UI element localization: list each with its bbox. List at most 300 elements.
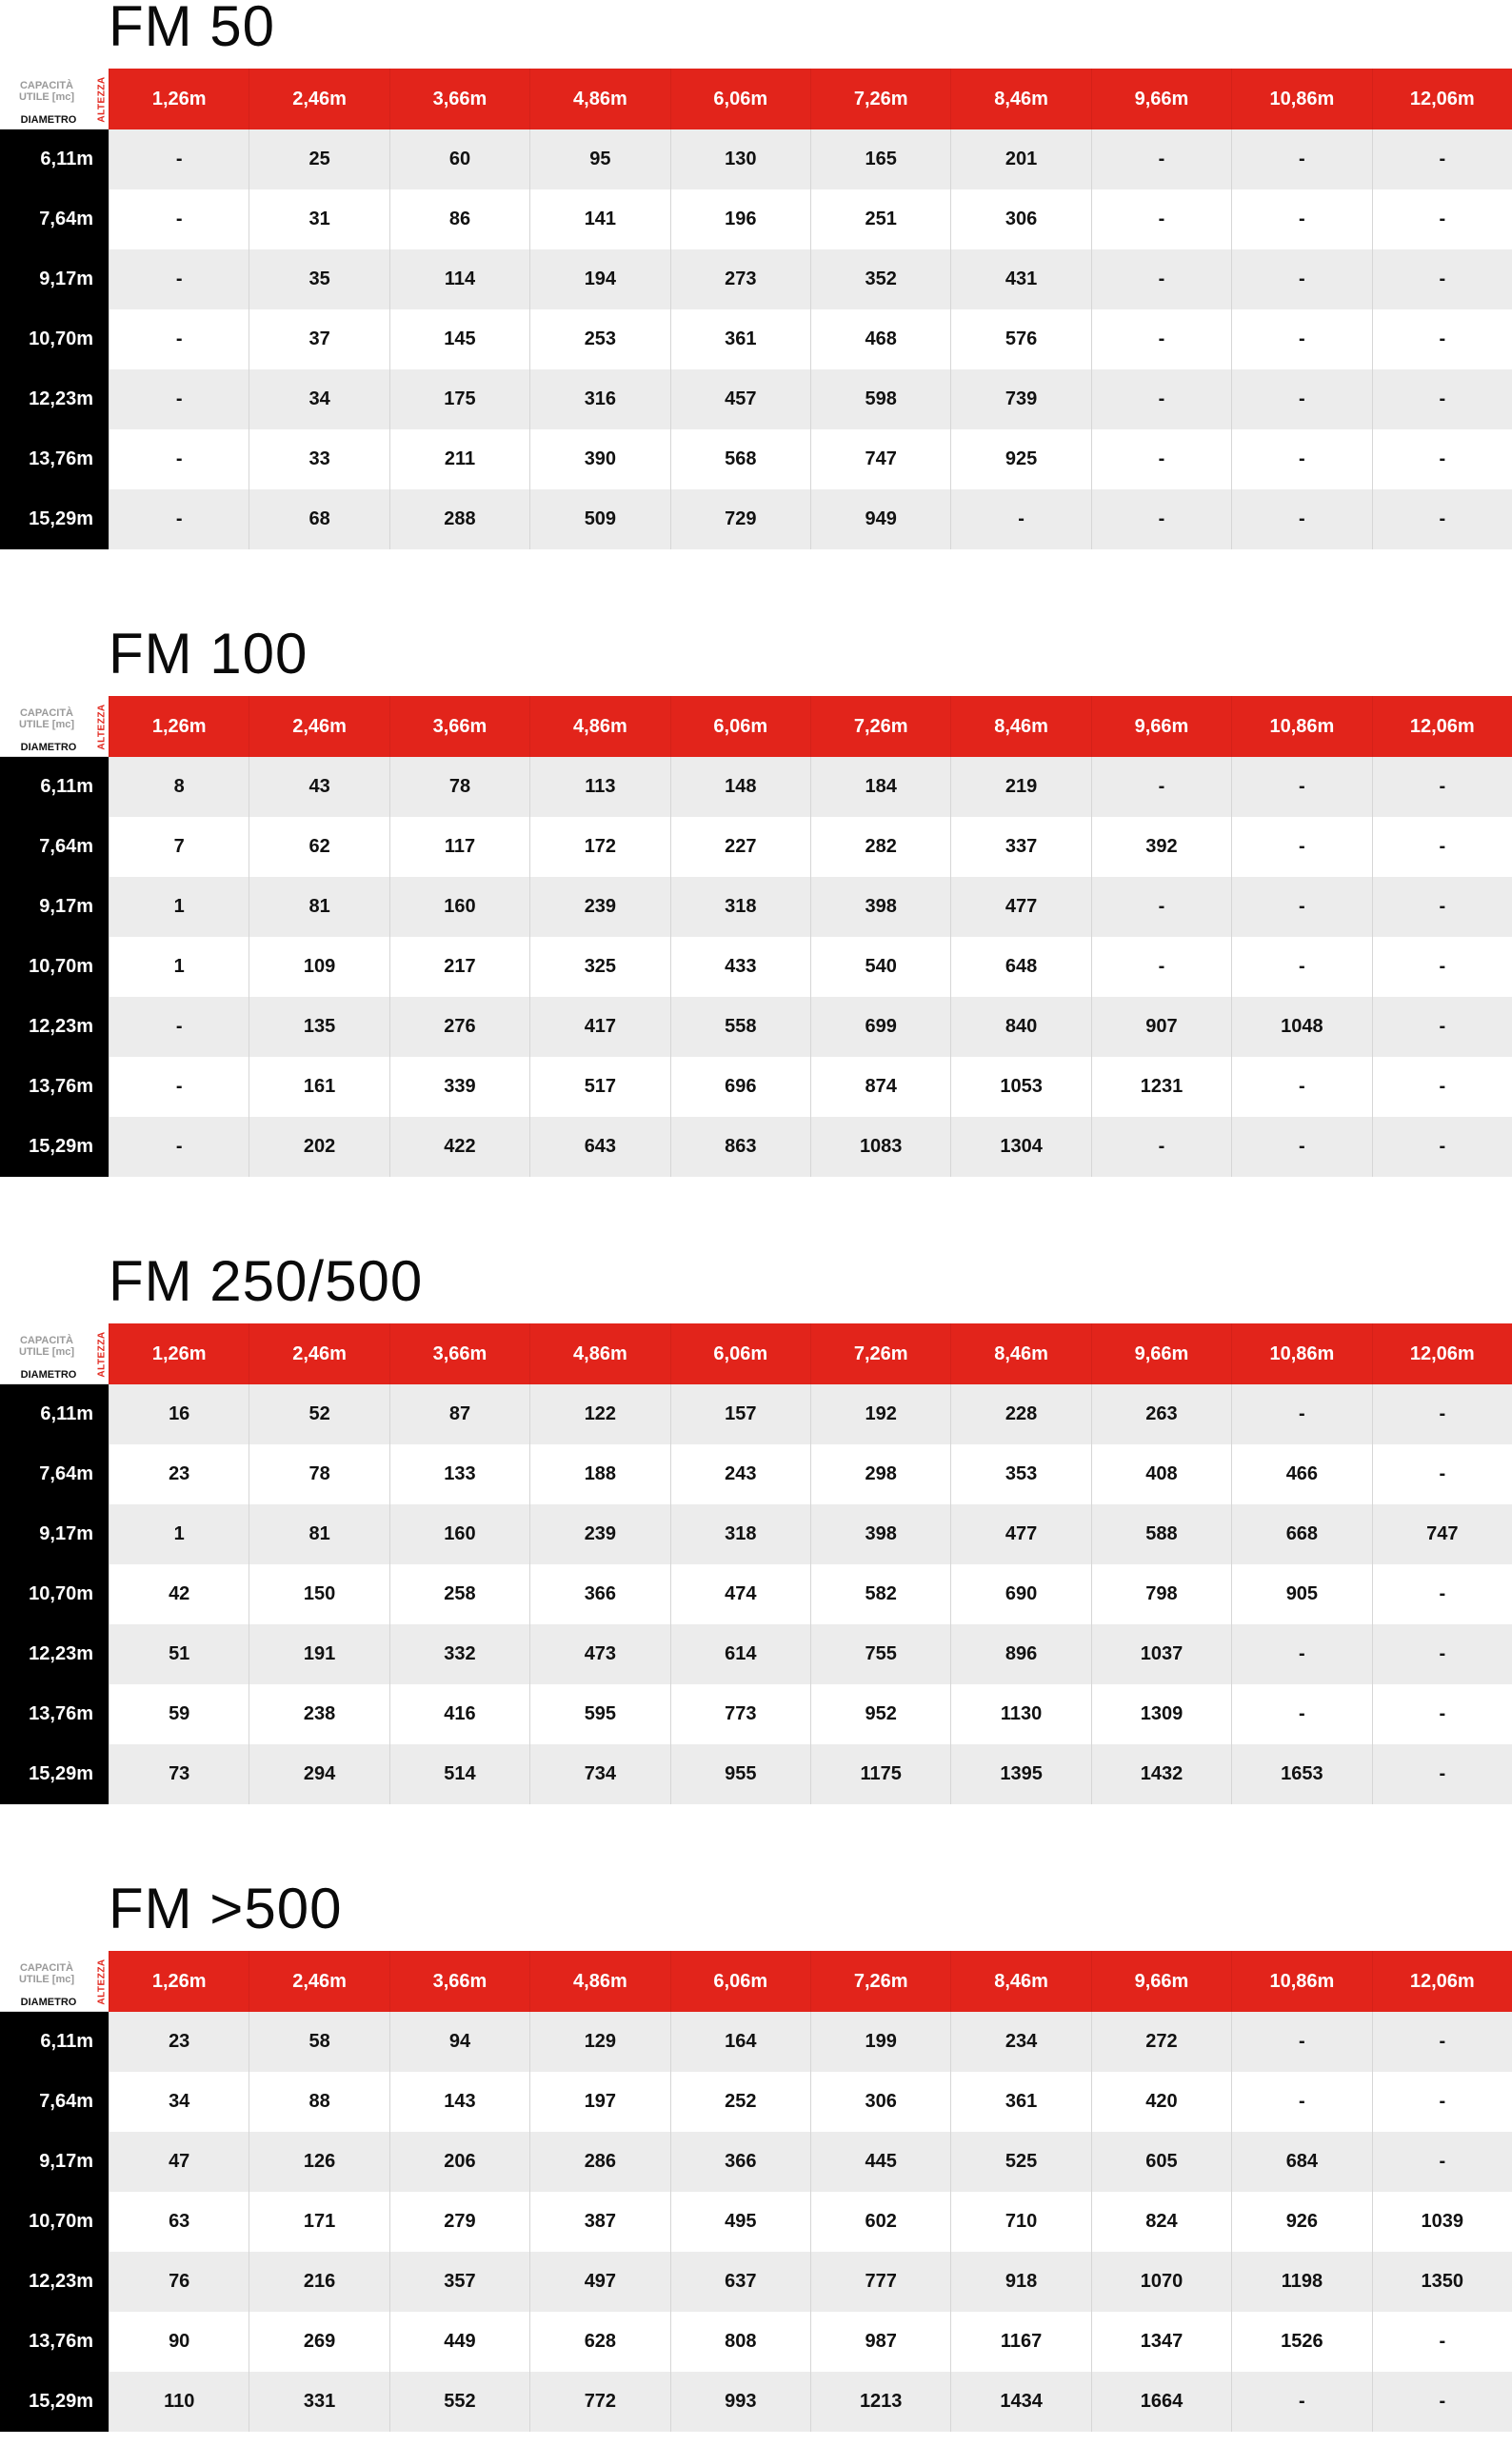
capacity-value-cell: 595 bbox=[529, 1684, 669, 1744]
capacity-value-cell: 331 bbox=[249, 2372, 388, 2432]
capacity-value-cell: 109 bbox=[249, 937, 388, 997]
capacity-value-cell: 1198 bbox=[1231, 2252, 1371, 2312]
capacity-value-cell: 1175 bbox=[810, 1744, 950, 1804]
capacity-value-cell: - bbox=[1091, 189, 1231, 249]
capacity-value-cell: 366 bbox=[529, 1564, 669, 1624]
capacity-value-cell: - bbox=[1372, 2372, 1512, 2432]
capacity-value-cell: - bbox=[109, 309, 249, 369]
capacity-value-cell: 1048 bbox=[1231, 997, 1371, 1057]
capacity-value-cell: 188 bbox=[529, 1444, 669, 1504]
capacity-value-cell: 288 bbox=[389, 489, 529, 549]
capacity-value-cell: - bbox=[1372, 2312, 1512, 2372]
capacity-value-cell: 540 bbox=[810, 937, 950, 997]
capacity-value-cell: - bbox=[1372, 1057, 1512, 1117]
column-header-height: 7,26m bbox=[810, 696, 950, 757]
capacity-value-cell: 955 bbox=[670, 1744, 810, 1804]
capacity-value-cell: 157 bbox=[670, 1384, 810, 1444]
capacity-value-cell: 145 bbox=[389, 309, 529, 369]
capacity-value-cell: - bbox=[1372, 997, 1512, 1057]
capacity-value-cell: 824 bbox=[1091, 2192, 1231, 2252]
table-row bbox=[0, 429, 1512, 489]
capacity-value-cell: 514 bbox=[389, 1744, 529, 1804]
row-header-diameter: 12,23m bbox=[0, 2252, 109, 2312]
capacity-value-cell: 239 bbox=[529, 1504, 669, 1564]
capacity-value-cell: - bbox=[1091, 309, 1231, 369]
capacity-value-cell: 1434 bbox=[950, 2372, 1090, 2432]
capacity-value-cell: - bbox=[1231, 309, 1371, 369]
capacity-value-cell: 361 bbox=[950, 2072, 1090, 2132]
capacity-value-cell: - bbox=[1231, 2072, 1371, 2132]
capacity-value-cell: - bbox=[1091, 1117, 1231, 1177]
capacity-value-cell: - bbox=[1231, 129, 1371, 189]
capacity-value-cell: 1653 bbox=[1231, 1744, 1371, 1804]
capacity-value-cell: 416 bbox=[389, 1684, 529, 1744]
capacity-value-cell: 863 bbox=[670, 1117, 810, 1177]
capacity-value-cell: 252 bbox=[670, 2072, 810, 2132]
column-header-height: 8,46m bbox=[950, 1951, 1090, 2012]
column-header-height: 7,26m bbox=[810, 1323, 950, 1384]
capacity-value-cell: 298 bbox=[810, 1444, 950, 1504]
capacity-value-cell: 60 bbox=[389, 129, 529, 189]
capacity-value-cell: 238 bbox=[249, 1684, 388, 1744]
capacity-value-cell: 417 bbox=[529, 997, 669, 1057]
capacity-value-cell: - bbox=[1091, 369, 1231, 429]
capacity-value-cell: 398 bbox=[810, 1504, 950, 1564]
capacity-value-cell: 1053 bbox=[950, 1057, 1090, 1117]
capacity-value-cell: 34 bbox=[249, 369, 388, 429]
capacity-value-cell: 1 bbox=[109, 937, 249, 997]
capacity-value-cell: 1037 bbox=[1091, 1624, 1231, 1684]
capacity-label: CAPACITÀ UTILE [mc] bbox=[18, 1335, 75, 1358]
capacity-value-cell: 318 bbox=[670, 877, 810, 937]
table-row bbox=[0, 2312, 1512, 2372]
table-row bbox=[0, 817, 1512, 877]
capacity-value-cell: 398 bbox=[810, 877, 950, 937]
table-row bbox=[0, 189, 1512, 249]
capacity-value-cell: 23 bbox=[109, 1444, 249, 1504]
capacity-value-cell: - bbox=[1231, 1624, 1371, 1684]
capacity-value-cell: 905 bbox=[1231, 1564, 1371, 1624]
height-label-wrap bbox=[95, 1951, 109, 2012]
diameter-label: DIAMETRO bbox=[20, 114, 77, 126]
capacity-value-cell: 23 bbox=[109, 2012, 249, 2072]
capacity-value-cell: 122 bbox=[529, 1384, 669, 1444]
column-header-height: 8,46m bbox=[950, 696, 1090, 757]
capacity-value-cell: 466 bbox=[1231, 1444, 1371, 1504]
column-header-height: 8,46m bbox=[950, 1323, 1090, 1384]
capacity-value-cell: - bbox=[109, 129, 249, 189]
capacity-value-cell: 43 bbox=[249, 757, 388, 817]
capacity-value-cell: 387 bbox=[529, 2192, 669, 2252]
capacity-value-cell: 598 bbox=[810, 369, 950, 429]
row-header-diameter: 7,64m bbox=[0, 1444, 109, 1504]
capacity-value-cell: - bbox=[1231, 2012, 1371, 2072]
table-row bbox=[0, 2192, 1512, 2252]
header-row bbox=[0, 69, 1512, 129]
capacity-value-cell: - bbox=[1231, 757, 1371, 817]
capacity-value-cell: 734 bbox=[529, 1744, 669, 1804]
row-header-diameter: 10,70m bbox=[0, 937, 109, 997]
capacity-value-cell: 161 bbox=[249, 1057, 388, 1117]
capacity-value-cell: 129 bbox=[529, 2012, 669, 2072]
capacity-value-cell: 171 bbox=[249, 2192, 388, 2252]
capacity-value-cell: 34 bbox=[109, 2072, 249, 2132]
capacity-value-cell: - bbox=[1231, 489, 1371, 549]
capacity-value-cell: 7 bbox=[109, 817, 249, 877]
capacity-value-cell: - bbox=[109, 1057, 249, 1117]
capacity-value-cell: 684 bbox=[1231, 2132, 1371, 2192]
capacity-value-cell: 219 bbox=[950, 757, 1090, 817]
capacity-value-cell: - bbox=[1091, 249, 1231, 309]
column-header-height: 10,86m bbox=[1231, 696, 1371, 757]
capacity-value-cell: 772 bbox=[529, 2372, 669, 2432]
capacity-value-cell: 8 bbox=[109, 757, 249, 817]
capacity-label: CAPACITÀ UTILE [mc] bbox=[18, 80, 75, 103]
header-row bbox=[0, 1323, 1512, 1384]
capacity-value-cell: 840 bbox=[950, 997, 1090, 1057]
row-header-diameter: 10,70m bbox=[0, 1564, 109, 1624]
capacity-value-cell: 81 bbox=[249, 1504, 388, 1564]
column-header-height: 6,06m bbox=[670, 1951, 810, 2012]
column-header-height: 9,66m bbox=[1091, 1951, 1231, 2012]
column-header-height: 9,66m bbox=[1091, 696, 1231, 757]
capacity-value-cell: 1664 bbox=[1091, 2372, 1231, 2432]
capacity-table-section bbox=[0, 1877, 1512, 2446]
capacity-value-cell: 228 bbox=[950, 1384, 1090, 1444]
capacity-value-cell: 59 bbox=[109, 1684, 249, 1744]
table-row bbox=[0, 1684, 1512, 1744]
capacity-value-cell: 1231 bbox=[1091, 1057, 1231, 1117]
capacity-value-cell: 184 bbox=[810, 757, 950, 817]
capacity-value-cell: 1130 bbox=[950, 1684, 1090, 1744]
capacity-value-cell: - bbox=[1372, 249, 1512, 309]
table-row bbox=[0, 1444, 1512, 1504]
capacity-table-section bbox=[0, 622, 1512, 1191]
row-header-diameter: 15,29m bbox=[0, 1117, 109, 1177]
capacity-value-cell: 874 bbox=[810, 1057, 950, 1117]
capacity-value-cell: 699 bbox=[810, 997, 950, 1057]
capacity-value-cell: 422 bbox=[389, 1117, 529, 1177]
capacity-value-cell: 433 bbox=[670, 937, 810, 997]
capacity-value-cell: 339 bbox=[389, 1057, 529, 1117]
table-row bbox=[0, 249, 1512, 309]
column-header-height: 10,86m bbox=[1231, 69, 1371, 129]
row-header-diameter: 13,76m bbox=[0, 2312, 109, 2372]
capacity-value-cell: 747 bbox=[1372, 1504, 1512, 1564]
capacity-value-cell: - bbox=[1231, 1684, 1371, 1744]
capacity-value-cell: 352 bbox=[810, 249, 950, 309]
diameter-label: DIAMETRO bbox=[20, 742, 77, 753]
capacity-value-cell: 63 bbox=[109, 2192, 249, 2252]
column-header-height: 7,26m bbox=[810, 1951, 950, 2012]
capacity-value-cell: - bbox=[1372, 429, 1512, 489]
capacity-value-cell: 445 bbox=[810, 2132, 950, 2192]
capacity-value-cell: - bbox=[1231, 189, 1371, 249]
capacity-value-cell: - bbox=[1372, 937, 1512, 997]
table-row bbox=[0, 2252, 1512, 2312]
column-header-height: 4,86m bbox=[529, 1951, 669, 2012]
capacity-value-cell: 1070 bbox=[1091, 2252, 1231, 2312]
capacity-value-cell: 81 bbox=[249, 877, 388, 937]
table-corner-cell bbox=[0, 696, 109, 757]
capacity-value-cell: - bbox=[109, 997, 249, 1057]
capacity-value-cell: 457 bbox=[670, 369, 810, 429]
capacity-value-cell: 113 bbox=[529, 757, 669, 817]
column-header-height: 4,86m bbox=[529, 696, 669, 757]
capacity-value-cell: - bbox=[1231, 429, 1371, 489]
height-label-wrap bbox=[95, 696, 109, 757]
capacity-value-cell: 88 bbox=[249, 2072, 388, 2132]
row-header-diameter: 9,17m bbox=[0, 249, 109, 309]
capacity-value-cell: - bbox=[1091, 429, 1231, 489]
capacity-value-cell: 755 bbox=[810, 1624, 950, 1684]
capacity-value-cell: 1304 bbox=[950, 1117, 1090, 1177]
capacity-value-cell: 206 bbox=[389, 2132, 529, 2192]
capacity-value-cell: 729 bbox=[670, 489, 810, 549]
capacity-value-cell: 191 bbox=[249, 1624, 388, 1684]
capacity-value-cell: 135 bbox=[249, 997, 388, 1057]
column-header-height: 6,06m bbox=[670, 696, 810, 757]
table-row bbox=[0, 1744, 1512, 1804]
row-header-diameter: 7,64m bbox=[0, 189, 109, 249]
capacity-value-cell: 306 bbox=[950, 189, 1090, 249]
capacity-value-cell: - bbox=[1372, 1117, 1512, 1177]
capacity-value-cell: 808 bbox=[670, 2312, 810, 2372]
capacity-value-cell: 497 bbox=[529, 2252, 669, 2312]
capacity-value-cell: 1350 bbox=[1372, 2252, 1512, 2312]
capacity-value-cell: 431 bbox=[950, 249, 1090, 309]
capacity-value-cell: 217 bbox=[389, 937, 529, 997]
capacity-value-cell: 126 bbox=[249, 2132, 388, 2192]
column-header-height: 3,66m bbox=[389, 1323, 529, 1384]
capacity-value-cell: 332 bbox=[389, 1624, 529, 1684]
capacity-value-cell: 1083 bbox=[810, 1117, 950, 1177]
table-row bbox=[0, 2372, 1512, 2432]
capacity-value-cell: - bbox=[1372, 757, 1512, 817]
capacity-value-cell: 602 bbox=[810, 2192, 950, 2252]
table-title: FM >500 bbox=[109, 1877, 343, 1940]
column-header-height: 3,66m bbox=[389, 69, 529, 129]
column-header-height: 6,06m bbox=[670, 69, 810, 129]
capacity-value-cell: 31 bbox=[249, 189, 388, 249]
row-header-diameter: 6,11m bbox=[0, 129, 109, 189]
row-header-diameter: 15,29m bbox=[0, 2372, 109, 2432]
capacity-value-cell: 239 bbox=[529, 877, 669, 937]
capacity-value-cell: 16 bbox=[109, 1384, 249, 1444]
capacity-value-cell: - bbox=[109, 1117, 249, 1177]
capacity-value-cell: 94 bbox=[389, 2012, 529, 2072]
height-label: ALTEZZA bbox=[96, 1958, 108, 2005]
column-header-height: 8,46m bbox=[950, 69, 1090, 129]
column-header-height: 6,06m bbox=[670, 1323, 810, 1384]
capacity-value-cell: 160 bbox=[389, 1504, 529, 1564]
capacity-value-cell: 318 bbox=[670, 1504, 810, 1564]
capacity-value-cell: 251 bbox=[810, 189, 950, 249]
capacity-value-cell: 773 bbox=[670, 1684, 810, 1744]
column-header-height: 10,86m bbox=[1231, 1951, 1371, 2012]
capacity-value-cell: 568 bbox=[670, 429, 810, 489]
table-row bbox=[0, 1117, 1512, 1177]
header-row bbox=[0, 1951, 1512, 2012]
column-header-height: 1,26m bbox=[109, 69, 249, 129]
capacity-value-cell: - bbox=[950, 489, 1090, 549]
row-header-diameter: 13,76m bbox=[0, 429, 109, 489]
column-header-height: 2,46m bbox=[249, 1951, 388, 2012]
capacity-value-cell: - bbox=[1091, 757, 1231, 817]
capacity-value-cell: 357 bbox=[389, 2252, 529, 2312]
capacity-value-cell: 73 bbox=[109, 1744, 249, 1804]
capacity-value-cell: 192 bbox=[810, 1384, 950, 1444]
capacity-value-cell: - bbox=[109, 489, 249, 549]
capacity-value-cell: 907 bbox=[1091, 997, 1231, 1057]
column-header-height: 7,26m bbox=[810, 69, 950, 129]
capacity-value-cell: 337 bbox=[950, 817, 1090, 877]
capacity-value-cell: 76 bbox=[109, 2252, 249, 2312]
table-title: FM 100 bbox=[109, 622, 308, 686]
capacity-value-cell: - bbox=[1372, 1624, 1512, 1684]
capacity-value-cell: - bbox=[1372, 2132, 1512, 2192]
capacity-value-cell: 86 bbox=[389, 189, 529, 249]
capacity-value-cell: - bbox=[109, 369, 249, 429]
capacity-value-cell: 1347 bbox=[1091, 2312, 1231, 2372]
capacity-value-cell: 710 bbox=[950, 2192, 1090, 2252]
capacity-value-cell: 558 bbox=[670, 997, 810, 1057]
capacity-value-cell: 353 bbox=[950, 1444, 1090, 1504]
capacity-value-cell: 234 bbox=[950, 2012, 1090, 2072]
capacity-value-cell: 952 bbox=[810, 1684, 950, 1744]
capacity-label: CAPACITÀ UTILE [mc] bbox=[18, 1962, 75, 1985]
capacity-value-cell: 87 bbox=[389, 1384, 529, 1444]
capacity-value-cell: 202 bbox=[249, 1117, 388, 1177]
height-label: ALTEZZA bbox=[96, 1330, 108, 1378]
capacity-value-cell: 477 bbox=[950, 877, 1090, 937]
row-header-diameter: 9,17m bbox=[0, 2132, 109, 2192]
capacity-value-cell: - bbox=[1091, 489, 1231, 549]
capacity-value-cell: 216 bbox=[249, 2252, 388, 2312]
column-header-height: 2,46m bbox=[249, 696, 388, 757]
capacity-value-cell: - bbox=[1091, 877, 1231, 937]
capacity-value-cell: 227 bbox=[670, 817, 810, 877]
table-corner-cell bbox=[0, 69, 109, 129]
capacity-value-cell: 325 bbox=[529, 937, 669, 997]
capacity-value-cell: 316 bbox=[529, 369, 669, 429]
column-header-height: 1,26m bbox=[109, 1323, 249, 1384]
capacity-value-cell: 253 bbox=[529, 309, 669, 369]
capacity-value-cell: 164 bbox=[670, 2012, 810, 2072]
capacity-value-cell: 605 bbox=[1091, 2132, 1231, 2192]
capacity-value-cell: - bbox=[1231, 1057, 1371, 1117]
capacity-value-cell: 576 bbox=[950, 309, 1090, 369]
capacity-value-cell: 949 bbox=[810, 489, 950, 549]
row-header-diameter: 13,76m bbox=[0, 1684, 109, 1744]
capacity-value-cell: 477 bbox=[950, 1504, 1090, 1564]
row-header-diameter: 12,23m bbox=[0, 369, 109, 429]
capacity-value-cell: - bbox=[1372, 489, 1512, 549]
capacity-value-cell: 525 bbox=[950, 2132, 1090, 2192]
capacity-value-cell: 165 bbox=[810, 129, 950, 189]
capacity-value-cell: 926 bbox=[1231, 2192, 1371, 2252]
table-corner-cell bbox=[0, 1323, 109, 1384]
capacity-value-cell: 272 bbox=[1091, 2012, 1231, 2072]
height-label-wrap bbox=[95, 1323, 109, 1384]
table-row bbox=[0, 757, 1512, 817]
capacity-value-cell: 37 bbox=[249, 309, 388, 369]
column-header-height: 4,86m bbox=[529, 1323, 669, 1384]
table-row bbox=[0, 369, 1512, 429]
column-header-height: 9,66m bbox=[1091, 69, 1231, 129]
capacity-value-cell: 133 bbox=[389, 1444, 529, 1504]
row-header-diameter: 6,11m bbox=[0, 757, 109, 817]
table-row bbox=[0, 877, 1512, 937]
capacity-value-cell: 211 bbox=[389, 429, 529, 489]
capacity-value-cell: 925 bbox=[950, 429, 1090, 489]
capacity-value-cell: 150 bbox=[249, 1564, 388, 1624]
capacity-value-cell: 78 bbox=[389, 757, 529, 817]
capacity-value-cell: 258 bbox=[389, 1564, 529, 1624]
capacity-value-cell: - bbox=[1372, 1444, 1512, 1504]
row-header-diameter: 7,64m bbox=[0, 2072, 109, 2132]
capacity-value-cell: - bbox=[1372, 2012, 1512, 2072]
table-row bbox=[0, 2012, 1512, 2072]
capacity-value-cell: 1309 bbox=[1091, 1684, 1231, 1744]
capacity-value-cell: 588 bbox=[1091, 1504, 1231, 1564]
capacity-value-cell: 33 bbox=[249, 429, 388, 489]
capacity-value-cell: 110 bbox=[109, 2372, 249, 2432]
capacity-value-cell: 1 bbox=[109, 877, 249, 937]
capacity-value-cell: 306 bbox=[810, 2072, 950, 2132]
capacity-value-cell: 918 bbox=[950, 2252, 1090, 2312]
diameter-label: DIAMETRO bbox=[20, 1997, 77, 2008]
capacity-value-cell: - bbox=[1231, 817, 1371, 877]
capacity-value-cell: 798 bbox=[1091, 1564, 1231, 1624]
capacity-value-cell: 279 bbox=[389, 2192, 529, 2252]
capacity-value-cell: 473 bbox=[529, 1624, 669, 1684]
capacity-value-cell: - bbox=[1372, 129, 1512, 189]
row-header-diameter: 15,29m bbox=[0, 1744, 109, 1804]
capacity-value-cell: 495 bbox=[670, 2192, 810, 2252]
capacity-value-cell: 95 bbox=[529, 129, 669, 189]
capacity-value-cell: 1213 bbox=[810, 2372, 950, 2432]
capacity-value-cell: 1432 bbox=[1091, 1744, 1231, 1804]
table-row bbox=[0, 309, 1512, 369]
column-header-height: 1,26m bbox=[109, 1951, 249, 2012]
table-row bbox=[0, 997, 1512, 1057]
row-header-diameter: 9,17m bbox=[0, 877, 109, 937]
capacity-value-cell: 987 bbox=[810, 2312, 950, 2372]
capacity-value-cell: 148 bbox=[670, 757, 810, 817]
capacity-value-cell: 690 bbox=[950, 1564, 1090, 1624]
capacity-value-cell: 294 bbox=[249, 1744, 388, 1804]
column-header-height: 12,06m bbox=[1372, 1323, 1512, 1384]
capacity-value-cell: - bbox=[1372, 1684, 1512, 1744]
capacity-value-cell: 392 bbox=[1091, 817, 1231, 877]
row-header-diameter: 12,23m bbox=[0, 1624, 109, 1684]
capacity-value-cell: 269 bbox=[249, 2312, 388, 2372]
row-header-diameter: 12,23m bbox=[0, 997, 109, 1057]
capacity-value-cell: 42 bbox=[109, 1564, 249, 1624]
capacity-value-cell: 648 bbox=[950, 937, 1090, 997]
capacity-value-cell: 68 bbox=[249, 489, 388, 549]
capacity-value-cell: 47 bbox=[109, 2132, 249, 2192]
column-header-height: 4,86m bbox=[529, 69, 669, 129]
diameter-label: DIAMETRO bbox=[20, 1369, 77, 1381]
column-header-height: 10,86m bbox=[1231, 1323, 1371, 1384]
table-row bbox=[0, 1624, 1512, 1684]
table-row bbox=[0, 2072, 1512, 2132]
capacity-value-cell: 276 bbox=[389, 997, 529, 1057]
capacity-value-cell: 117 bbox=[389, 817, 529, 877]
capacity-label: CAPACITÀ UTILE [mc] bbox=[18, 707, 75, 730]
